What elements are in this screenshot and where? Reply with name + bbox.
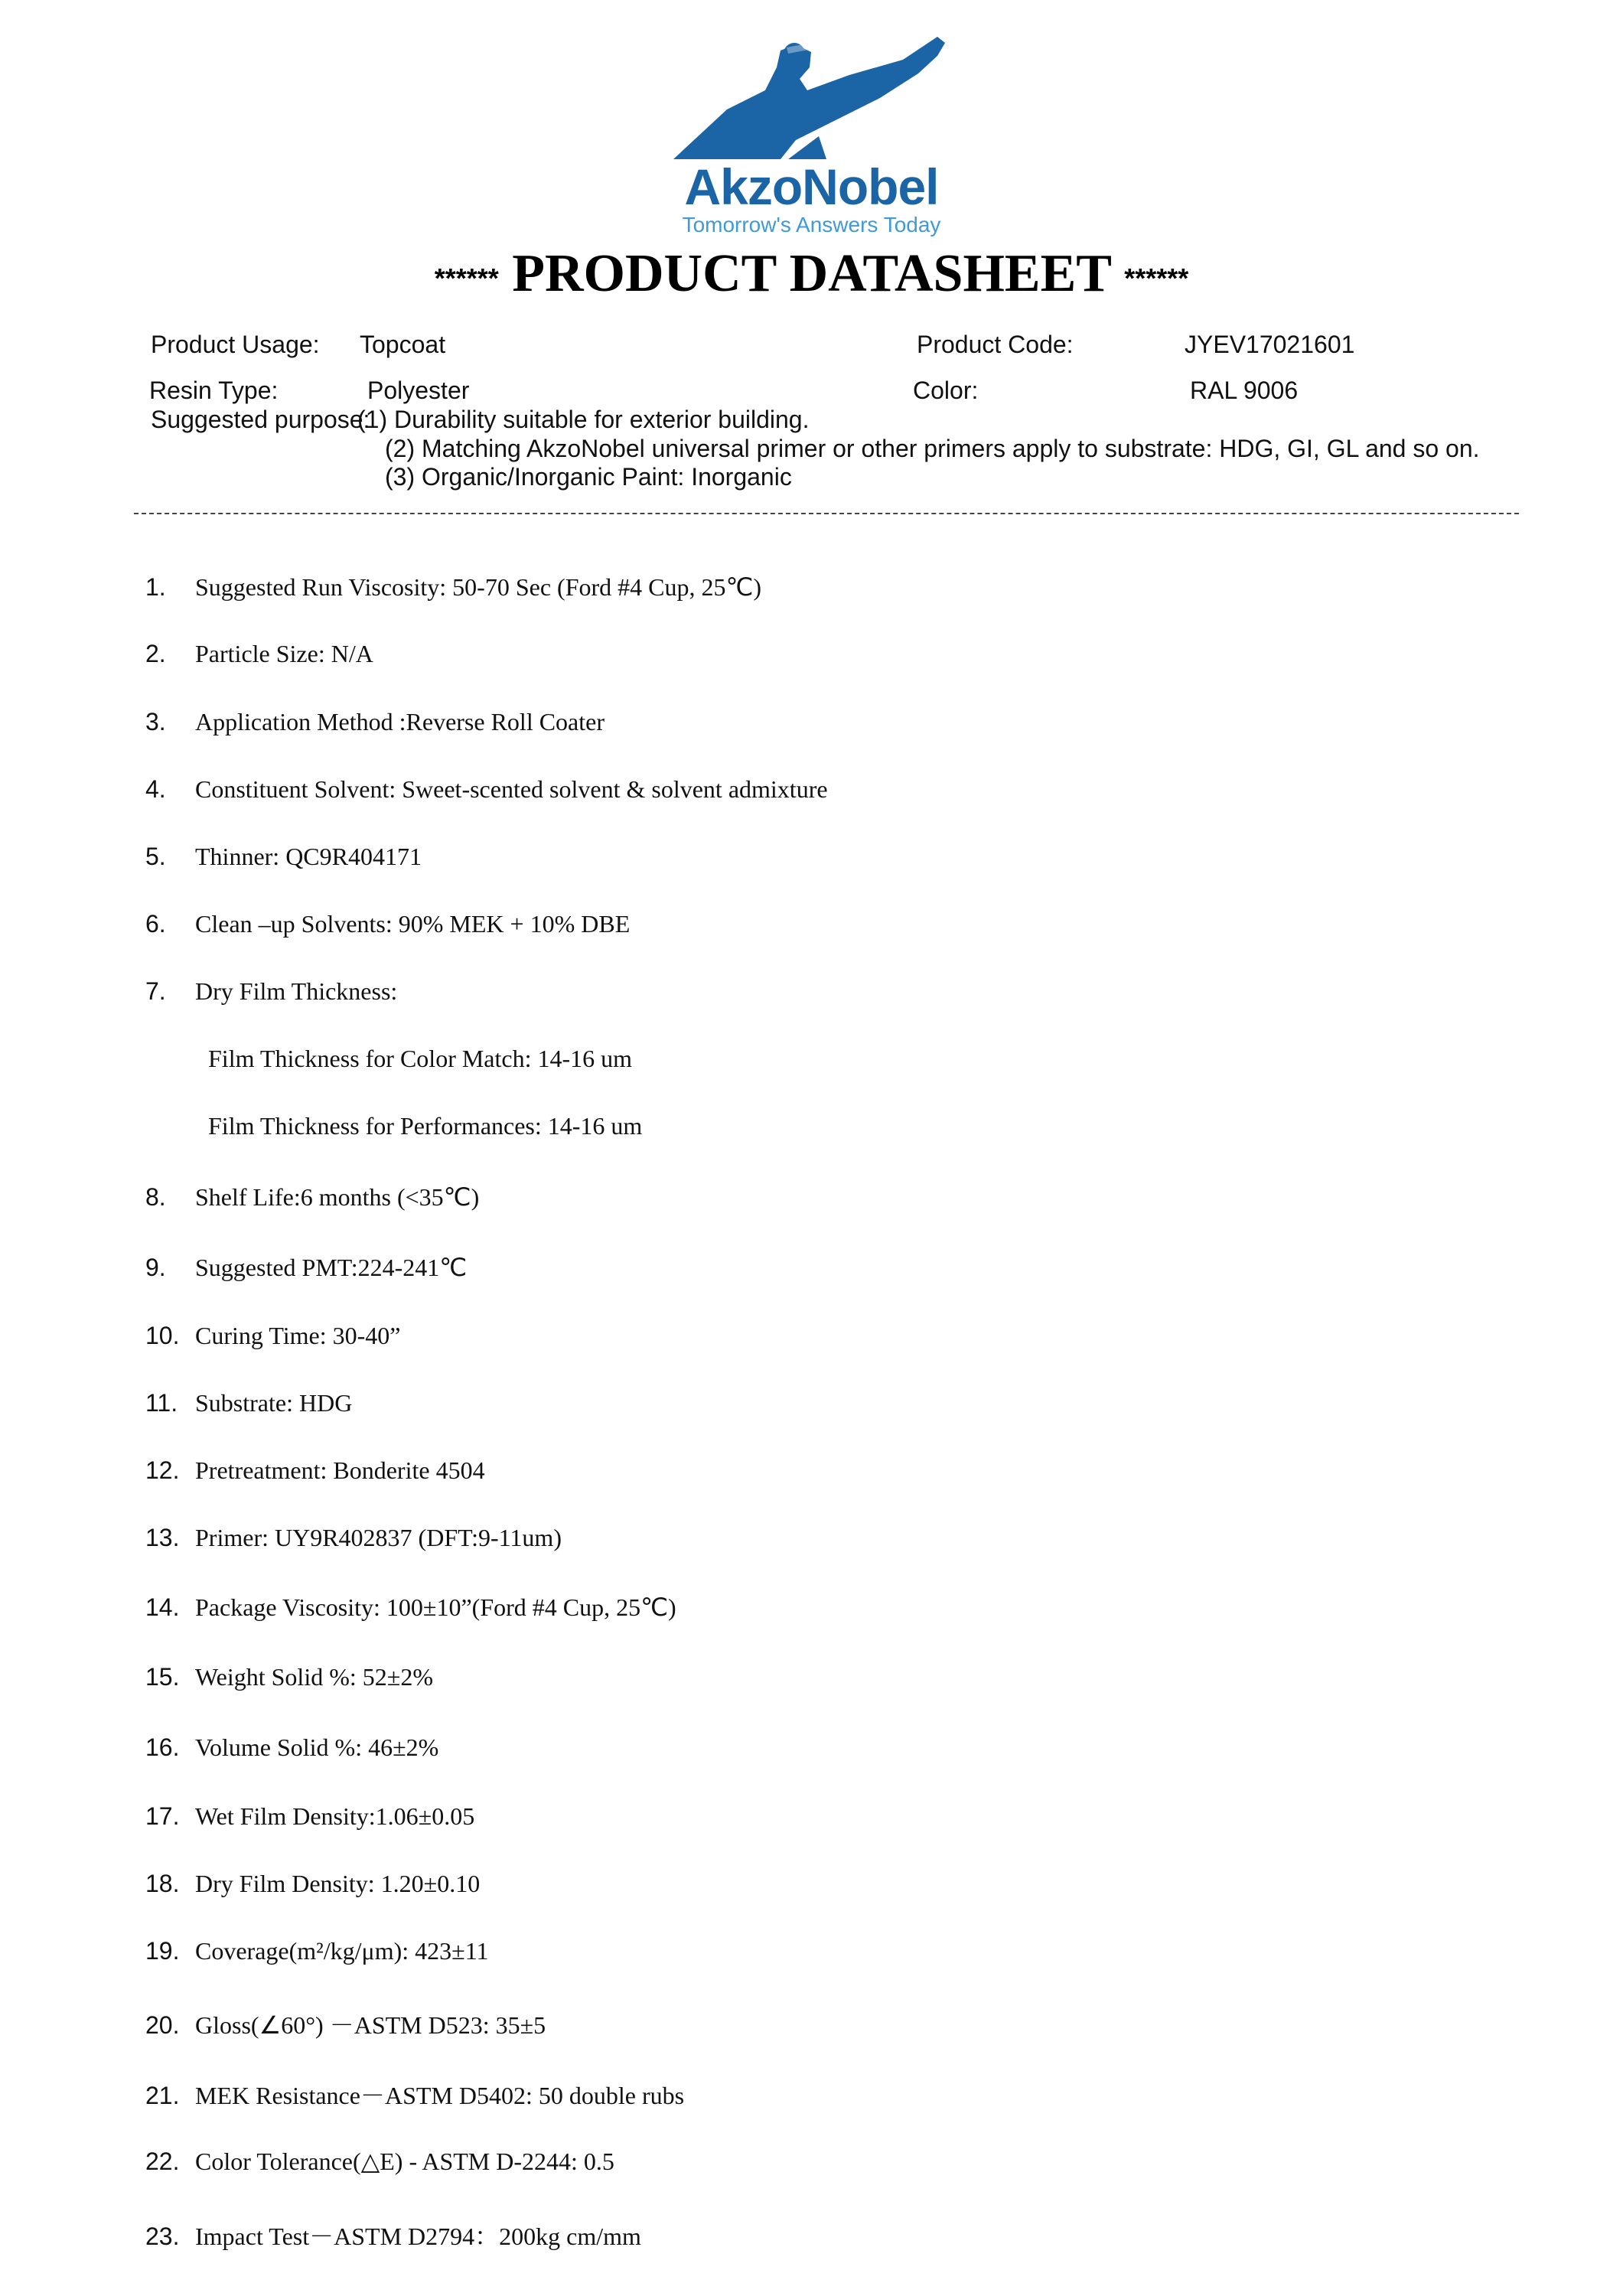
brand-name: AkzoNobel xyxy=(684,158,939,215)
list-item xyxy=(145,1733,438,1762)
item-number: 18. xyxy=(145,1870,180,1897)
item-number: 17. xyxy=(145,1802,180,1830)
list-item xyxy=(145,1870,480,1898)
brand-tagline: Tomorrow's Answers Today xyxy=(682,213,941,236)
item-text: Suggested PMT:224-241℃ xyxy=(195,1254,468,1281)
color-label: Color: xyxy=(913,377,979,404)
list-item xyxy=(145,977,397,1006)
list-item xyxy=(145,775,828,804)
item-number: 9. xyxy=(145,1254,166,1281)
item-number: 19. xyxy=(145,1937,180,1965)
list-item xyxy=(145,1802,474,1831)
item-number: 21. xyxy=(145,2082,180,2109)
item-text: Volume Solid %: 46±2% xyxy=(195,1733,439,1761)
item-number: 1. xyxy=(145,573,166,601)
item-number: 4. xyxy=(145,775,166,803)
dft-subitem-color-match: Film Thickness for Color Match: 14-16 um xyxy=(208,1045,633,1072)
item-number: 6. xyxy=(145,910,166,938)
product-code-value: JYEV17021601 xyxy=(1185,331,1355,358)
item-number: 12. xyxy=(145,1456,180,1484)
item-text: Application Method :Reverse Roll Coater xyxy=(195,708,605,735)
item-number: 13. xyxy=(145,1524,180,1551)
item-text: Impact Test－ASTM D2794：200kg cm/mm xyxy=(195,2223,641,2250)
item-text: Coverage(m²/kg/μm): 423±11 xyxy=(195,1937,489,1965)
item-text: Dry Film Density: 1.20±0.10 xyxy=(195,1870,481,1897)
item-text: Gloss(∠60°) －ASTM D523: 35±5 xyxy=(195,2011,546,2039)
title-stars-left: ****** xyxy=(434,262,499,294)
list-item xyxy=(145,1182,479,1212)
item-number: 20. xyxy=(145,2011,180,2039)
item-number: 2. xyxy=(145,640,166,667)
divider xyxy=(134,513,1519,514)
product-usage-value: Topcoat xyxy=(360,331,446,358)
list-item xyxy=(145,843,422,871)
item-text: Wet Film Density:1.06±0.05 xyxy=(195,1802,475,1830)
item-text: Suggested Run Viscosity: 50-70 Sec (Ford #4 Cup, 25℃) xyxy=(195,573,762,601)
item-text: Pretreatment: Bonderite 4504 xyxy=(195,1456,485,1484)
title-text: PRODUCT DATASHEET xyxy=(512,244,1111,303)
item-text: Package Viscosity: 100±10”(Ford #4 Cup, 25℃) xyxy=(195,1593,676,1621)
product-usage-label: Product Usage: xyxy=(151,331,320,358)
item-number: 23. xyxy=(145,2223,180,2250)
list-item xyxy=(145,1524,562,1552)
list-item xyxy=(145,1593,676,1622)
list-item xyxy=(145,1389,352,1417)
page-title xyxy=(0,243,1623,305)
list-item xyxy=(145,1937,489,1965)
suggested-purpose-label: Suggested purpose: xyxy=(151,406,370,433)
item-number: 3. xyxy=(145,708,166,735)
list-item xyxy=(145,572,761,602)
akzonobel-logo-icon xyxy=(673,37,995,167)
list-item xyxy=(145,1322,400,1350)
resin-type-value: Polyester xyxy=(367,377,470,404)
item-number: 15. xyxy=(145,1663,180,1691)
list-item xyxy=(145,2147,614,2176)
item-text: Thinner: QC9R404171 xyxy=(195,843,422,870)
item-number: 14. xyxy=(145,1593,180,1621)
color-value: RAL 9006 xyxy=(1190,377,1299,404)
list-item xyxy=(145,640,373,668)
item-text: Particle Size: N/A xyxy=(195,640,373,667)
item-number: 22. xyxy=(145,2148,180,2175)
purpose-line-2: (2) Matching AkzoNobel universal primer or other primers apply to substrate: HDG, GI, GL and so on. xyxy=(385,435,1480,462)
title-stars-right: ****** xyxy=(1124,262,1189,294)
list-item xyxy=(145,708,605,736)
list-item xyxy=(145,1253,467,1282)
item-text: Dry Film Thickness: xyxy=(195,977,398,1005)
purpose-line-3: (3) Organic/Inorganic Paint: Inorganic xyxy=(385,463,792,491)
item-text: Shelf Life:6 months (<35℃) xyxy=(195,1183,480,1211)
list-item xyxy=(145,1663,433,1691)
item-number: 7. xyxy=(145,977,166,1005)
item-text: Clean –up Solvents: 90% MEK + 10% DBE xyxy=(195,910,631,938)
item-number: 8. xyxy=(145,1183,166,1211)
purpose-line-1: (1) Durability suitable for exterior building. xyxy=(357,406,810,433)
item-number: 10. xyxy=(145,1322,180,1349)
list-item xyxy=(145,2006,546,2041)
list-item xyxy=(145,910,630,938)
list-item xyxy=(145,2076,684,2112)
item-text: Weight Solid %: 52±2% xyxy=(195,1663,433,1691)
item-text: Color Tolerance(△E) - ASTM D-2244: 0.5 xyxy=(195,2148,614,2175)
resin-type-label: Resin Type: xyxy=(149,377,279,404)
item-number: 5. xyxy=(145,843,166,870)
item-text: Constituent Solvent: Sweet-scented solvent & solvent admixture xyxy=(195,775,828,803)
item-text: Primer: UY9R402837 (DFT:9-11um) xyxy=(195,1524,562,1551)
product-code-label: Product Code: xyxy=(917,331,1074,358)
item-text: Substrate: HDG xyxy=(195,1389,353,1417)
item-text: MEK Resistance－ASTM D5402: 50 double rubs xyxy=(195,2082,685,2109)
dft-subitem-performances: Film Thickness for Performances: 14-16 um xyxy=(208,1112,643,1140)
item-number: 16. xyxy=(145,1733,180,1761)
list-item xyxy=(145,1456,485,1485)
item-text: Curing Time: 30-40” xyxy=(195,1322,401,1349)
item-number: 11. xyxy=(145,1389,178,1417)
list-item xyxy=(145,2217,641,2252)
